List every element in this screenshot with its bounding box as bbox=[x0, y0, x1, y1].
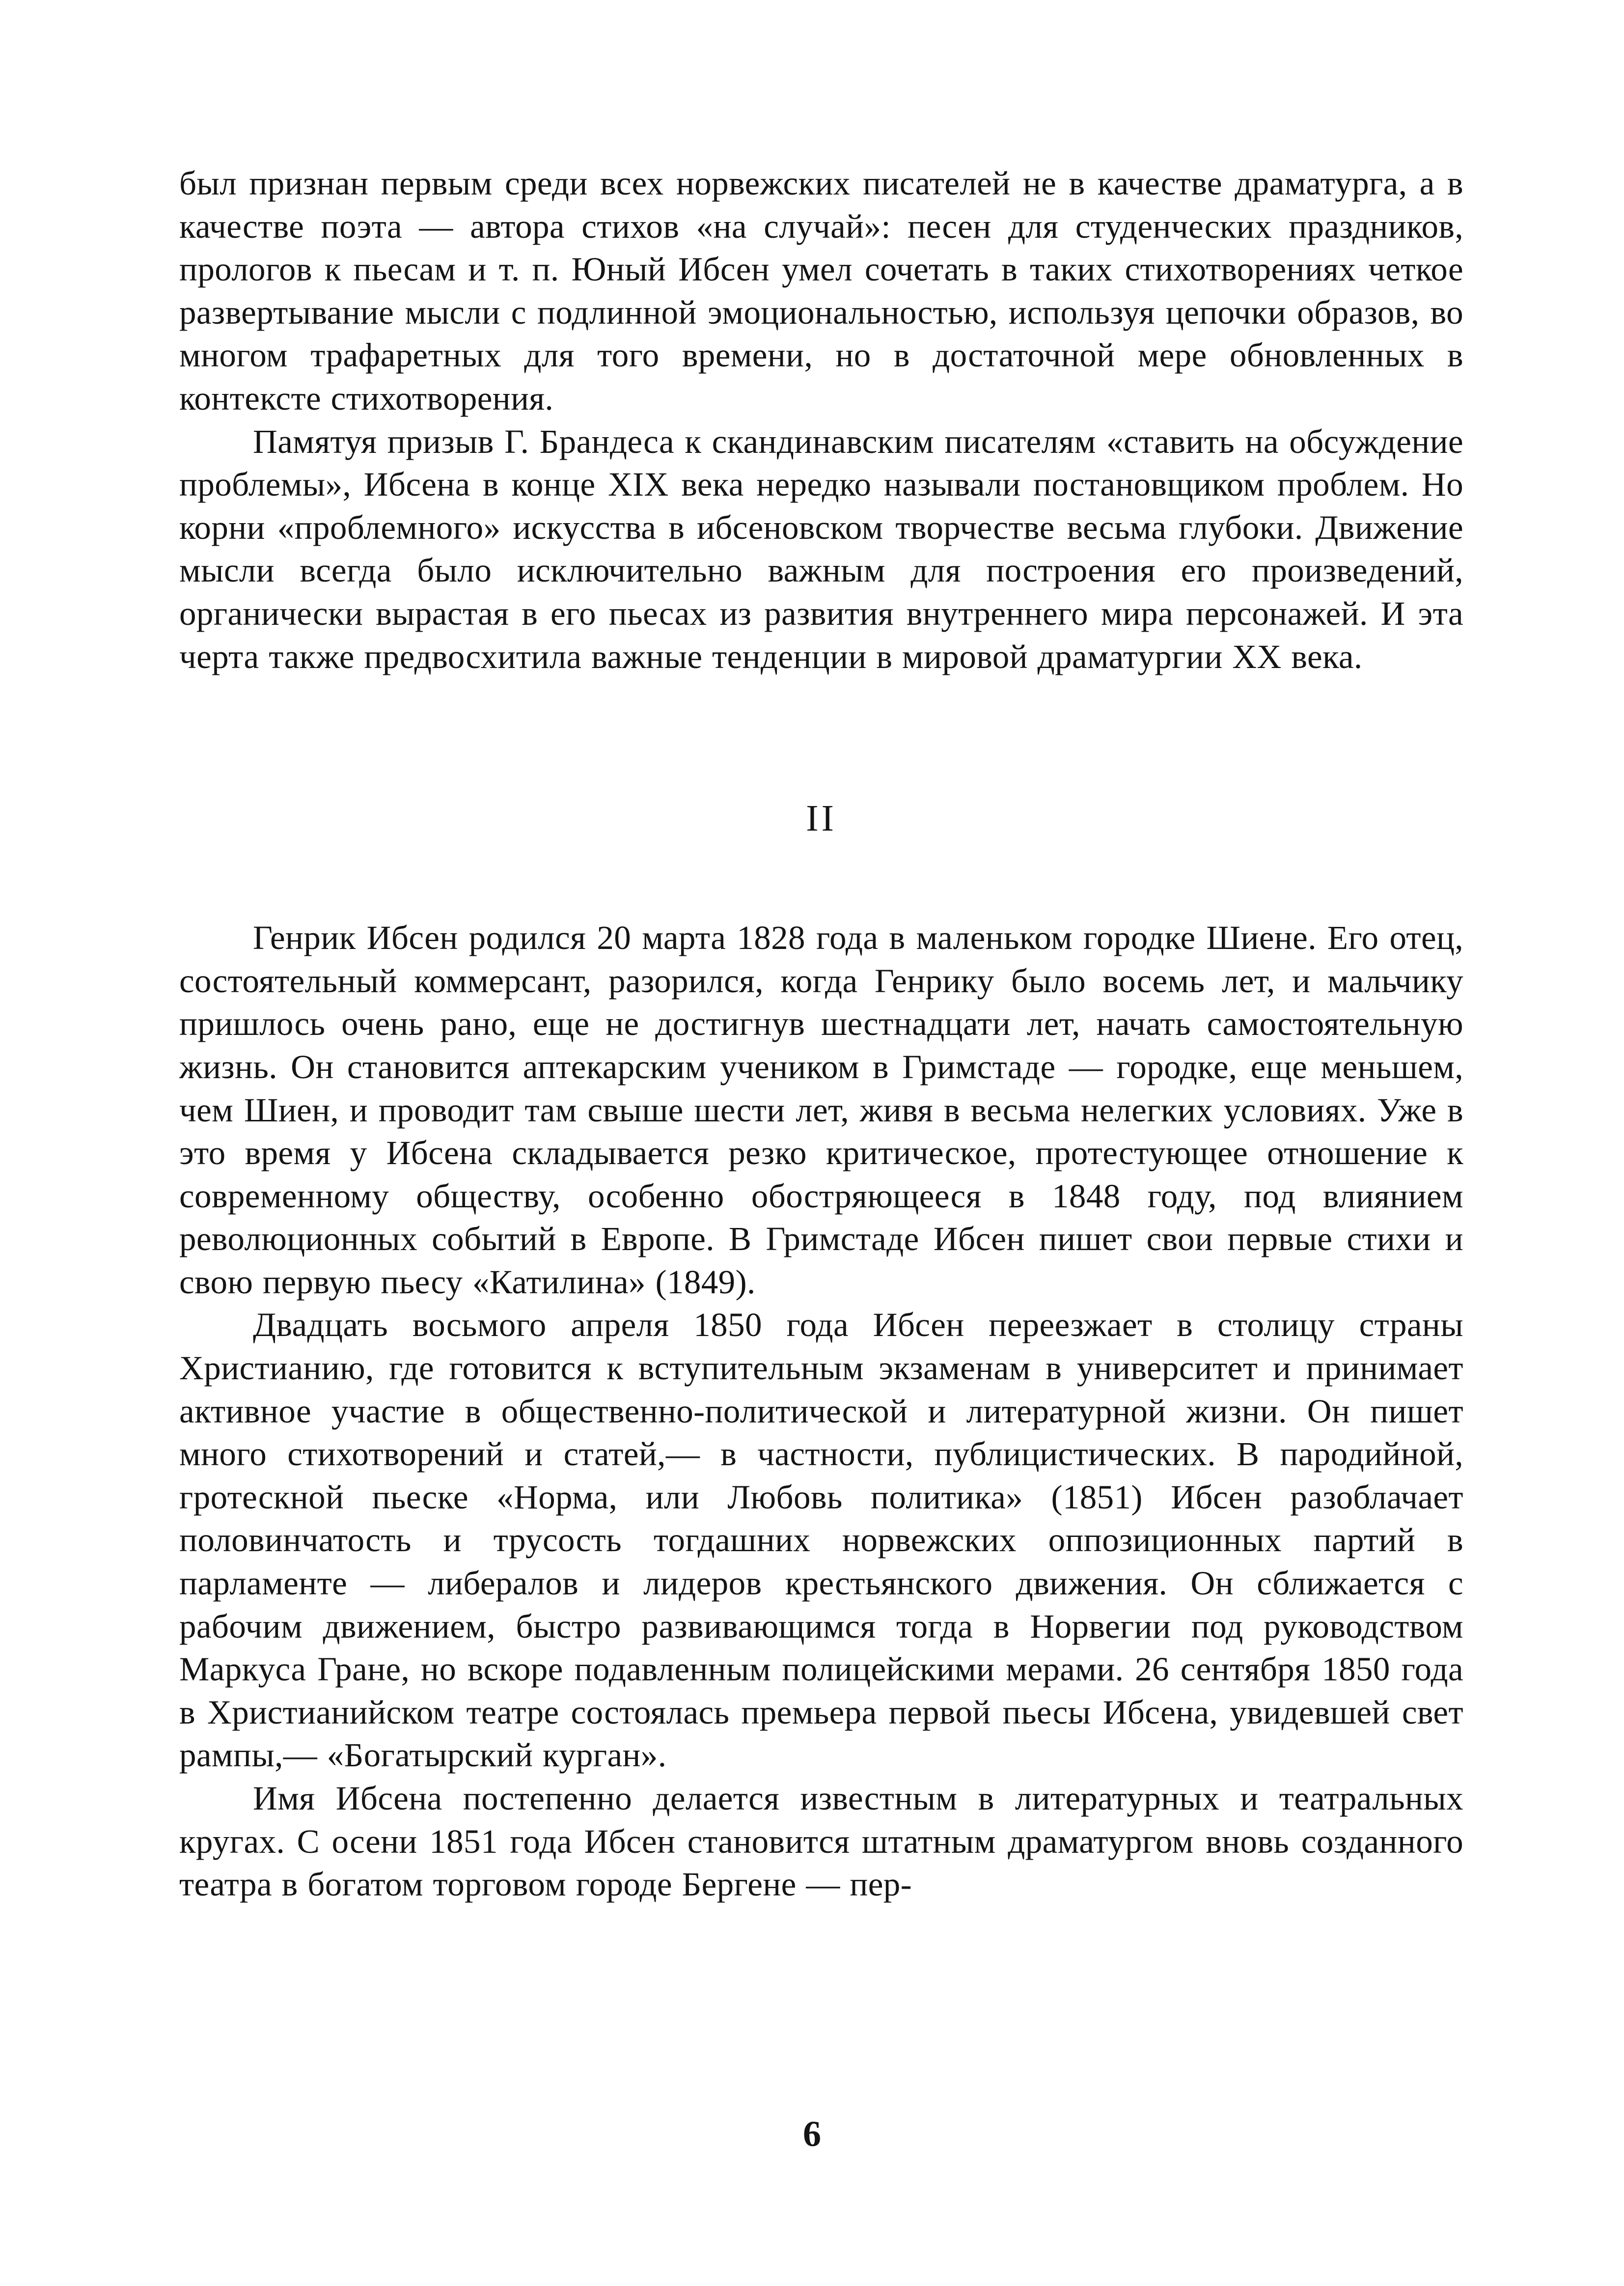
paragraph-1: был признан первым среди всех норвежских писателей не в качестве драматурга, а в качестве поэта — автора стихов «на случай»: песен для студенческих праздников, прологов к пьесам и т. п. Юный Ибсен умел сочетать в таких стихотворениях четкое развертывание мысли с подлинной эмоциональностью, используя цепочки образов, во многом трафаретных для того времени, но в достаточной мере обновленных в контексте стихотворения. bbox=[179, 165, 1463, 417]
paragraph-5: Имя Ибсена постепенно делается известным в литературных и театральных кругах. С осени 1851 года Ибсен становится штатным драматургом вновь созданного театра в богатом торговом городе Бергене — пер- bbox=[179, 1780, 1463, 1903]
section-heading: II bbox=[806, 798, 837, 839]
paragraph-3: Генрик Ибсен родился 20 марта 1828 года в маленьком городке Шиене. Его отец, состоятельный коммерсант, разорился, когда Генрику было восемь лет, и мальчику пришлось очень рано, еще не достигнув шестнадцати лет, начать самостоятельную жизнь. Он становится аптекарским учеником в Гримстаде — городке, еще меньшем, чем Шиен, и проводит там свыше шести лет, живя в весьма нелегких условиях. Уже в это время у Ибсена складывается резко критическое, протестующее отношение к современному обществу, особенно обостряющееся в 1848 году, под влиянием революционных событий в Европе. В Гримстаде Ибсен пишет свои первые стихи и свою первую пьесу «Катилина» (1849). bbox=[179, 919, 1463, 1301]
page-number: 6 bbox=[803, 2114, 821, 2154]
page-body bbox=[179, 162, 1463, 1906]
paragraph-4: Двадцать восьмого апреля 1850 года Ибсен переезжает в столицу страны Христианию, где готовится к вступительным экзаменам в университет и принимает активное участие в общественно-политической и литературной жизни. Он пишет много стихотворений и статей,— в частности, публицистических. В пародийной, гротескной пьеске «Норма, или Любовь политика» (1851) Ибсен разоблачает половинчатость и трусость тогдашних норвежских оппозиционных партий в парламенте — либералов и лидеров крестьянского движения. Он сближается с рабочим движением, быстро развивающимся тогда в Норвегии под руководством Маркуса Гране, но вскоре подавленным полицейскими мерами. 26 сентября 1850 года в Христианийском театре состоялась премьера первой пьесы Ибсена, увидевшей свет рампы,— «Богатырский курган». bbox=[179, 1306, 1463, 1774]
paragraph-2: Памятуя призыв Г. Брандеса к скандинавским писателям «ставить на обсуждение проблемы», Ибсена в конце XIX века нередко называли постановщиком проблем. Но корни «проблемного» искусства в ибсеновском творчестве весьма глубоки. Движение мысли всегда было исключительно важным для построения его произведений, органически вырастая в его пьесах из развития внутреннего мира персонажей. И эта черта также предвосхитила важные тенденции в мировой драматургии XX века. bbox=[179, 422, 1463, 675]
